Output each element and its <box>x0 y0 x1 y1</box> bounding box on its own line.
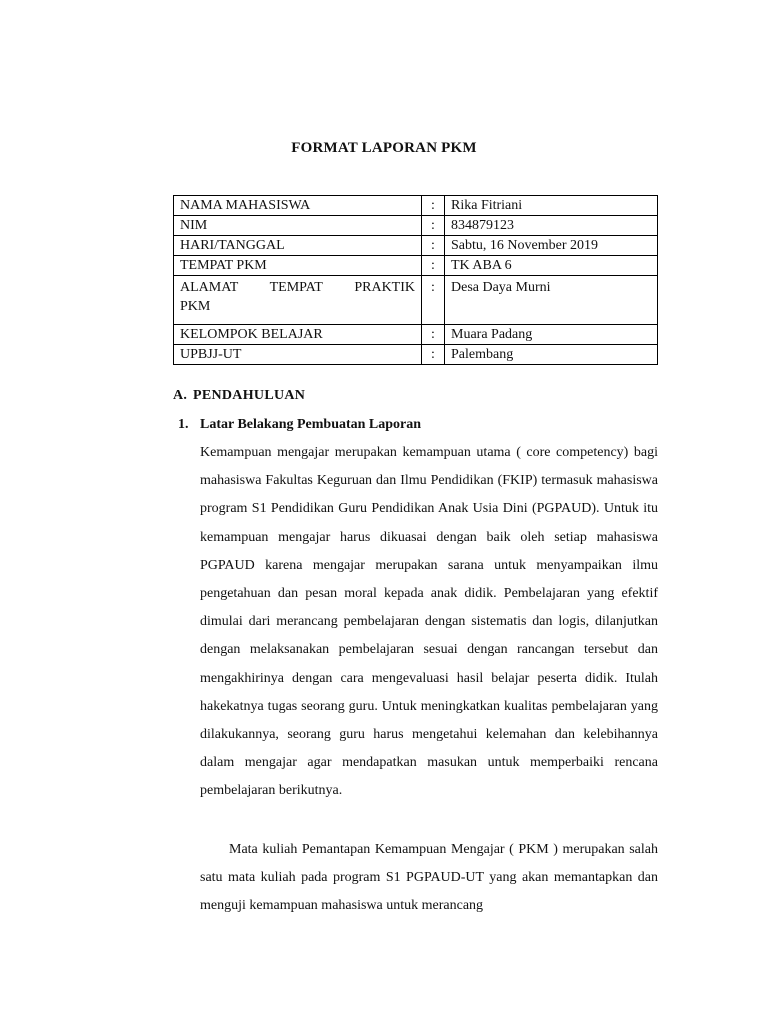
table-row <box>174 216 658 236</box>
row-label-line2: PKM <box>180 299 211 314</box>
student-info-table <box>173 195 658 365</box>
row-label: NIM <box>174 216 422 236</box>
section-number: A. <box>173 388 188 403</box>
table-row <box>174 196 658 216</box>
body-paragraph: Mata kuliah Pemantapan Kemampuan Mengajar ( PKM ) merupakan salah satu mata kuliah pada program S1 PGPAUD-UT yang akan memantapkan dan menguji kemampuan mahasiswa untuk merancang <box>200 842 658 914</box>
section-heading <box>173 388 305 404</box>
row-value: Palembang <box>445 345 658 365</box>
table-row <box>174 345 658 365</box>
row-label-line1: ALAMAT TEMPAT PRAKTIK <box>180 280 415 295</box>
table-row <box>174 276 658 325</box>
row-label: UPBJJ-UT <box>174 345 422 365</box>
subsection-heading <box>178 417 421 433</box>
body-paragraph: Kemampuan mengajar merupakan kemampuan utama ( core competency) bagi mahasiswa Fakultas Keguruan dan Ilmu Pendidikan (FKIP) termasuk mahasiswa program S1 Pendidikan Guru Pendidikan Anak Usia Dini (PGPAUD). Untuk itu kemampuan mengajar harus dikuasai dengan baik oleh setiap mahasiswa PGPAUD karena mengajar merupakan sarana untuk menyampaikan ilmu pengetahuan dan pesan moral kepada anak didik. Pembelajaran yang efektif dimulai dari merancang pembelajaran dengan sistematis dan logis, dilanjutkan dengan melaksanakan pembelajaran sesuai dengan rancangan tersebut dan mengakhirinya dengan cara mengevaluasi hasil belajar peserta didik. Itulah hakekatnya tugas seorang guru. Untuk meningkatkan kualitas pembelajaran yang dilakukannya, seorang guru harus mengetahui kelemahan dan kelebihannya dalam mengajar agar mendapatkan masukan untuk memperbaiki rencana pembelajaran berikutnya. <box>200 445 658 799</box>
row-label: NAMA MAHASISWA <box>174 196 422 216</box>
table-row <box>174 325 658 345</box>
subsection-title: Latar Belakang Pembuatan Laporan <box>200 417 422 432</box>
row-value: Muara Padang <box>445 325 658 345</box>
row-value: Sabtu, 16 November 2019 <box>445 236 658 256</box>
row-value: 834879123 <box>445 216 658 236</box>
row-separator: : <box>422 196 445 216</box>
row-separator: : <box>422 276 445 325</box>
row-label: TEMPAT PKM <box>174 256 422 276</box>
row-value: TK ABA 6 <box>445 256 658 276</box>
row-separator: : <box>422 216 445 236</box>
table-row <box>174 256 658 276</box>
section-title: PENDAHULUAN <box>193 388 306 403</box>
row-separator: : <box>422 236 445 256</box>
table-row <box>174 236 658 256</box>
row-label <box>174 276 422 325</box>
row-separator: : <box>422 325 445 345</box>
row-value: Rika Fitriani <box>445 196 658 216</box>
document-title: FORMAT LAPORAN PKM <box>291 140 477 156</box>
row-separator: : <box>422 345 445 365</box>
row-label: HARI/TANGGAL <box>174 236 422 256</box>
row-separator: : <box>422 256 445 276</box>
row-value: Desa Daya Murni <box>445 276 658 325</box>
subsection-number: 1. <box>178 417 189 432</box>
row-label: KELOMPOK BELAJAR <box>174 325 422 345</box>
